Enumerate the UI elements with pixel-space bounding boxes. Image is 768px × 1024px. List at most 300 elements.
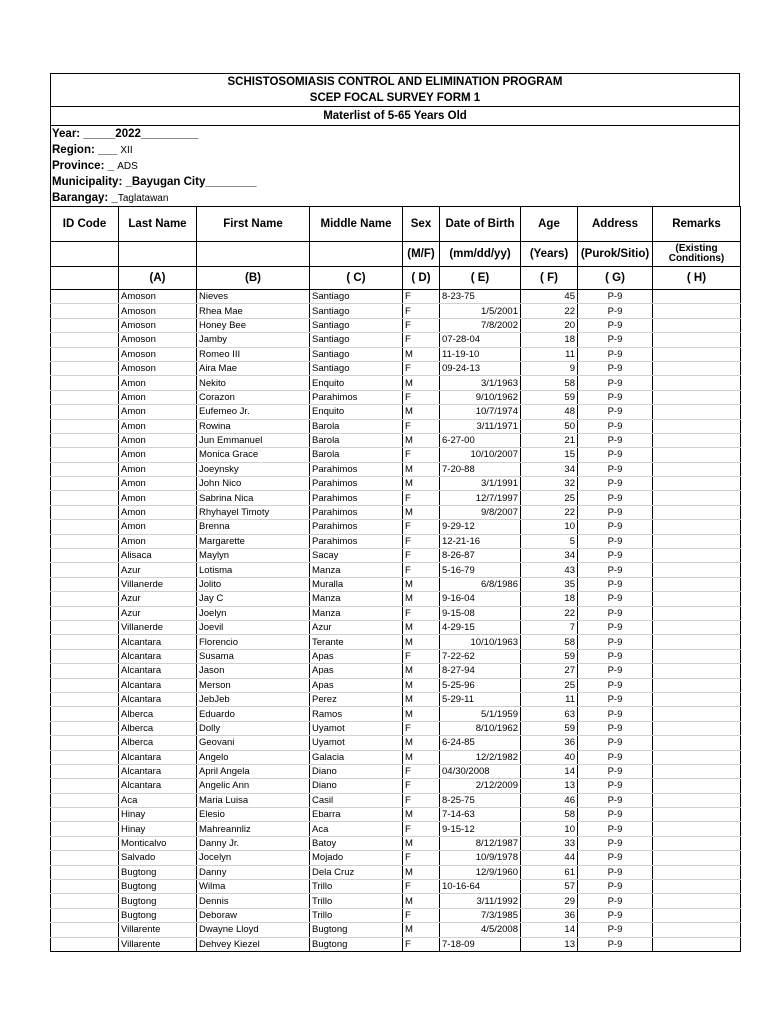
table-row (51, 520, 741, 534)
first-name-cell: Monica Grace (197, 448, 310, 462)
header-row-2 (51, 242, 741, 267)
address-cell: P-9 (578, 635, 653, 649)
first-name-cell: Joevil (197, 620, 310, 634)
header-sub-blank (51, 242, 119, 267)
middle-name-cell: Enquito (310, 405, 403, 419)
remarks-cell (653, 736, 741, 750)
id-cell (51, 433, 119, 447)
remarks-cell (653, 419, 741, 433)
id-cell (51, 405, 119, 419)
middle-name-cell: Parahimos (310, 520, 403, 534)
first-name-cell: Nekito (197, 376, 310, 390)
table-row (51, 894, 741, 908)
first-name-cell: Honey Bee (197, 318, 310, 332)
dob-cell: 09-24-13 (440, 361, 521, 375)
sex-cell: F (403, 764, 440, 778)
dob-cell: 3/11/1971 (440, 419, 521, 433)
form-title-block (50, 73, 740, 125)
form-subtitle: Materlist of 5-65 Years Old (51, 106, 739, 125)
sex-cell: F (403, 721, 440, 735)
address-cell: P-9 (578, 808, 653, 822)
address-cell: P-9 (578, 937, 653, 951)
id-cell (51, 750, 119, 764)
header-sub-blank (197, 242, 310, 267)
last-name-cell: Amon (119, 390, 197, 404)
sex-cell: M (403, 692, 440, 706)
table-row (51, 419, 741, 433)
sex-cell: M (403, 347, 440, 361)
dob-cell: 7-14-63 (440, 808, 521, 822)
sex-cell: F (403, 822, 440, 836)
first-name-cell: Merson (197, 678, 310, 692)
age-cell: 58 (521, 376, 578, 390)
last-name-cell: Villanerde (119, 620, 197, 634)
id-cell (51, 520, 119, 534)
last-name-cell: Amon (119, 433, 197, 447)
table-row (51, 649, 741, 663)
id-cell (51, 376, 119, 390)
age-cell: 32 (521, 477, 578, 491)
table-row (51, 793, 741, 807)
remarks-cell (653, 620, 741, 634)
dob-cell: 5/1/1959 (440, 707, 521, 721)
first-name-cell: Joeynsky (197, 462, 310, 476)
age-cell: 59 (521, 649, 578, 663)
first-name-cell: Jamby (197, 333, 310, 347)
last-name-cell: Amon (119, 376, 197, 390)
table-row (51, 736, 741, 750)
address-cell: P-9 (578, 433, 653, 447)
age-cell: 15 (521, 448, 578, 462)
last-name-cell: Alberca (119, 736, 197, 750)
age-cell: 59 (521, 390, 578, 404)
sex-cell: F (403, 333, 440, 347)
age-cell: 10 (521, 822, 578, 836)
address-cell: P-9 (578, 419, 653, 433)
sex-cell: M (403, 433, 440, 447)
age-cell: 34 (521, 462, 578, 476)
age-cell: 22 (521, 606, 578, 620)
first-name-cell: Mahreannliz (197, 822, 310, 836)
location-info-block (50, 125, 740, 206)
id-cell (51, 318, 119, 332)
remarks-cell (653, 347, 741, 361)
table-row (51, 937, 741, 951)
age-cell: 5 (521, 534, 578, 548)
middle-name-cell: Trillo (310, 908, 403, 922)
age-cell: 27 (521, 664, 578, 678)
sex-cell: F (403, 304, 440, 318)
sex-cell: F (403, 880, 440, 894)
middle-name-cell: Santiago (310, 347, 403, 361)
dob-cell: 9-15-12 (440, 822, 521, 836)
sex-cell: M (403, 376, 440, 390)
sex-cell: M (403, 664, 440, 678)
table-row (51, 692, 741, 706)
remarks-cell (653, 290, 741, 304)
middle-name-cell: Sacay (310, 549, 403, 563)
sex-cell: M (403, 620, 440, 634)
dob-cell: 4-29-15 (440, 620, 521, 634)
last-name-cell: Azur (119, 563, 197, 577)
municipality-line: Municipality: _Bayugan City________ (52, 176, 257, 188)
dob-cell: 5-16-79 (440, 563, 521, 577)
middle-name-cell: Bugtong (310, 923, 403, 937)
address-cell: P-9 (578, 390, 653, 404)
age-cell: 13 (521, 937, 578, 951)
header-letter: ( E) (440, 267, 521, 290)
id-cell (51, 577, 119, 591)
last-name-cell: Amon (119, 462, 197, 476)
dob-cell: 6-24-85 (440, 736, 521, 750)
first-name-cell: Deboraw (197, 908, 310, 922)
id-cell (51, 822, 119, 836)
sex-cell: M (403, 678, 440, 692)
first-name-cell: Romeo III (197, 347, 310, 361)
region-line: Region: ___ XII (52, 144, 133, 156)
sex-cell: F (403, 937, 440, 951)
dob-cell: 3/1/1991 (440, 477, 521, 491)
middle-name-cell: Aca (310, 822, 403, 836)
header-middle-name: Middle Name (310, 207, 403, 242)
first-name-cell: Maria Luisa (197, 793, 310, 807)
sex-cell: F (403, 361, 440, 375)
sex-cell: F (403, 779, 440, 793)
last-name-cell: Bugtong (119, 880, 197, 894)
first-name-cell: Dwayne Lloyd (197, 923, 310, 937)
id-cell (51, 448, 119, 462)
age-cell: 13 (521, 779, 578, 793)
sex-cell: F (403, 549, 440, 563)
sex-cell: M (403, 505, 440, 519)
first-name-cell: Margarette (197, 534, 310, 548)
address-cell: P-9 (578, 865, 653, 879)
age-cell: 48 (521, 405, 578, 419)
middle-name-cell: Enquito (310, 376, 403, 390)
age-cell: 18 (521, 592, 578, 606)
address-cell: P-9 (578, 707, 653, 721)
middle-name-cell: Barola (310, 433, 403, 447)
table-row (51, 664, 741, 678)
remarks-cell (653, 448, 741, 462)
age-cell: 36 (521, 736, 578, 750)
id-cell (51, 865, 119, 879)
sex-cell: F (403, 793, 440, 807)
remarks-cell (653, 333, 741, 347)
header-first-name: First Name (197, 207, 310, 242)
header-row-1 (51, 207, 741, 242)
last-name-cell: Alberca (119, 707, 197, 721)
dob-cell: 8-27-94 (440, 664, 521, 678)
address-cell: P-9 (578, 563, 653, 577)
address-cell: P-9 (578, 304, 653, 318)
age-cell: 61 (521, 865, 578, 879)
id-cell (51, 635, 119, 649)
dob-cell: 12/2/1982 (440, 750, 521, 764)
barangay-value: Taglatawan (117, 193, 169, 204)
id-cell (51, 908, 119, 922)
last-name-cell: Villarente (119, 923, 197, 937)
middle-name-cell: Perez (310, 692, 403, 706)
dob-cell: 12-21-16 (440, 534, 521, 548)
remarks-cell (653, 836, 741, 850)
first-name-cell: Rhea Mae (197, 304, 310, 318)
address-cell: P-9 (578, 923, 653, 937)
remarks-cell (653, 376, 741, 390)
last-name-cell: Hinay (119, 822, 197, 836)
address-cell: P-9 (578, 347, 653, 361)
dob-cell: 10/10/2007 (440, 448, 521, 462)
middle-name-cell: Barola (310, 419, 403, 433)
remarks-cell (653, 707, 741, 721)
first-name-cell: Jun Emmanuel (197, 433, 310, 447)
dob-cell: 8/12/1987 (440, 836, 521, 850)
table-row (51, 865, 741, 879)
last-name-cell: Azur (119, 592, 197, 606)
first-name-cell: Jason (197, 664, 310, 678)
address-cell: P-9 (578, 577, 653, 591)
id-cell (51, 851, 119, 865)
dob-cell: 9-15-08 (440, 606, 521, 620)
remarks-cell (653, 606, 741, 620)
first-name-cell: Jay C (197, 592, 310, 606)
id-cell (51, 505, 119, 519)
first-name-cell: Aira Mae (197, 361, 310, 375)
first-name-cell: Dehvey Kiezel (197, 937, 310, 951)
address-cell: P-9 (578, 880, 653, 894)
id-cell (51, 692, 119, 706)
remarks-cell (653, 764, 741, 778)
id-cell (51, 736, 119, 750)
age-cell: 58 (521, 635, 578, 649)
middle-name-cell: Dela Cruz (310, 865, 403, 879)
remarks-cell (653, 664, 741, 678)
last-name-cell: Hinay (119, 808, 197, 822)
id-cell (51, 606, 119, 620)
age-cell: 21 (521, 433, 578, 447)
header-address: Address (578, 207, 653, 242)
first-name-cell: Eduardo (197, 707, 310, 721)
sex-cell: F (403, 318, 440, 332)
dob-cell: 04/30/2008 (440, 764, 521, 778)
first-name-cell: Jolito (197, 577, 310, 591)
age-cell: 20 (521, 318, 578, 332)
address-cell: P-9 (578, 764, 653, 778)
table-row (51, 764, 741, 778)
table-row (51, 836, 741, 850)
remarks-cell (653, 692, 741, 706)
dob-cell: 10/7/1974 (440, 405, 521, 419)
age-cell: 29 (521, 894, 578, 908)
header-age: Age (521, 207, 578, 242)
first-name-cell: Susama (197, 649, 310, 663)
first-name-cell: Wilma (197, 880, 310, 894)
id-cell (51, 937, 119, 951)
sex-cell: F (403, 534, 440, 548)
address-cell: P-9 (578, 592, 653, 606)
last-name-cell: Amoson (119, 361, 197, 375)
last-name-cell: Alcantara (119, 692, 197, 706)
last-name-cell: Amon (119, 520, 197, 534)
table-row (51, 880, 741, 894)
id-cell (51, 779, 119, 793)
last-name-cell: Alcantara (119, 750, 197, 764)
table-row (51, 606, 741, 620)
id-cell (51, 880, 119, 894)
table-row (51, 620, 741, 634)
address-cell: P-9 (578, 894, 653, 908)
remarks-cell (653, 433, 741, 447)
address-cell: P-9 (578, 851, 653, 865)
middle-name-cell: Uyamot (310, 721, 403, 735)
middle-name-cell: Santiago (310, 290, 403, 304)
remarks-cell (653, 721, 741, 735)
dob-cell: 07-28-04 (440, 333, 521, 347)
id-cell (51, 347, 119, 361)
dob-cell: 8/10/1962 (440, 721, 521, 735)
dob-cell: 3/11/1992 (440, 894, 521, 908)
remarks-cell (653, 793, 741, 807)
remarks-cell (653, 577, 741, 591)
table-body (51, 290, 741, 952)
last-name-cell: Alcantara (119, 649, 197, 663)
table-row (51, 477, 741, 491)
address-cell: P-9 (578, 376, 653, 390)
remarks-cell (653, 779, 741, 793)
address-cell: P-9 (578, 736, 653, 750)
middle-name-cell: Galacia (310, 750, 403, 764)
age-cell: 9 (521, 361, 578, 375)
dob-cell: 5-25-96 (440, 678, 521, 692)
header-dob-format: (mm/dd/yy) (440, 242, 521, 267)
middle-name-cell: Manza (310, 606, 403, 620)
table-row (51, 707, 741, 721)
sex-cell: M (403, 462, 440, 476)
id-cell (51, 678, 119, 692)
province-value: ADS (117, 161, 138, 172)
remarks-cell (653, 318, 741, 332)
first-name-cell: Jocelyn (197, 851, 310, 865)
first-name-cell: Maylyn (197, 549, 310, 563)
address-cell: P-9 (578, 505, 653, 519)
age-cell: 40 (521, 750, 578, 764)
header-last-name: Last Name (119, 207, 197, 242)
last-name-cell: Amoson (119, 318, 197, 332)
remarks-cell (653, 894, 741, 908)
table-row (51, 549, 741, 563)
header-date-of-birth: Date of Birth (440, 207, 521, 242)
dob-cell: 10-16-64 (440, 880, 521, 894)
address-cell: P-9 (578, 606, 653, 620)
id-cell (51, 808, 119, 822)
age-cell: 25 (521, 491, 578, 505)
first-name-cell: Rowina (197, 419, 310, 433)
middle-name-cell: Parahimos (310, 491, 403, 505)
table-row (51, 318, 741, 332)
remarks-cell (653, 462, 741, 476)
dob-cell: 6/8/1986 (440, 577, 521, 591)
dob-cell: 7-20-88 (440, 462, 521, 476)
table-row (51, 304, 741, 318)
age-cell: 11 (521, 692, 578, 706)
remarks-cell (653, 592, 741, 606)
id-cell (51, 290, 119, 304)
middle-name-cell: Parahimos (310, 477, 403, 491)
dob-cell: 10/9/1978 (440, 851, 521, 865)
middle-name-cell: Diano (310, 779, 403, 793)
middle-name-cell: Apas (310, 664, 403, 678)
last-name-cell: Amon (119, 534, 197, 548)
last-name-cell: Amon (119, 477, 197, 491)
middle-name-cell: Manza (310, 592, 403, 606)
address-cell: P-9 (578, 477, 653, 491)
middle-name-cell: Parahimos (310, 505, 403, 519)
table-row (51, 347, 741, 361)
sex-cell: M (403, 923, 440, 937)
age-cell: 18 (521, 333, 578, 347)
first-name-cell: April Angela (197, 764, 310, 778)
address-cell: P-9 (578, 448, 653, 462)
header-sex-unit: (M/F) (403, 242, 440, 267)
middle-name-cell: Mojado (310, 851, 403, 865)
age-cell: 43 (521, 563, 578, 577)
table-row (51, 505, 741, 519)
age-cell: 14 (521, 764, 578, 778)
last-name-cell: Salvado (119, 851, 197, 865)
remarks-cell (653, 649, 741, 663)
dob-cell: 9-16-04 (440, 592, 521, 606)
first-name-cell: Corazon (197, 390, 310, 404)
middle-name-cell: Manza (310, 563, 403, 577)
table-row (51, 563, 741, 577)
middle-name-cell: Santiago (310, 318, 403, 332)
remarks-cell (653, 304, 741, 318)
middle-name-cell: Muralla (310, 577, 403, 591)
last-name-cell: Amon (119, 419, 197, 433)
age-cell: 58 (521, 808, 578, 822)
dob-cell: 4/5/2008 (440, 923, 521, 937)
age-cell: 57 (521, 880, 578, 894)
middle-name-cell: Ebarra (310, 808, 403, 822)
header-letter: (A) (119, 267, 197, 290)
first-name-cell: Danny Jr. (197, 836, 310, 850)
last-name-cell: Alcantara (119, 779, 197, 793)
sex-cell: M (403, 405, 440, 419)
dob-cell: 8-25-75 (440, 793, 521, 807)
first-name-cell: Dennis (197, 894, 310, 908)
id-cell (51, 462, 119, 476)
header-age-unit: (Years) (521, 242, 578, 267)
address-cell: P-9 (578, 692, 653, 706)
first-name-cell: Dolly (197, 721, 310, 735)
table-row (51, 534, 741, 548)
sex-cell: M (403, 865, 440, 879)
middle-name-cell: Barola (310, 448, 403, 462)
id-cell (51, 333, 119, 347)
sex-cell: M (403, 577, 440, 591)
address-cell: P-9 (578, 779, 653, 793)
last-name-cell: Alcantara (119, 764, 197, 778)
middle-name-cell: Diano (310, 764, 403, 778)
middle-name-cell: Casil (310, 793, 403, 807)
table-row (51, 635, 741, 649)
dob-cell: 12/9/1960 (440, 865, 521, 879)
address-cell: P-9 (578, 822, 653, 836)
header-sub-blank (119, 242, 197, 267)
first-name-cell: John Nico (197, 477, 310, 491)
remarks-cell (653, 635, 741, 649)
address-cell: P-9 (578, 620, 653, 634)
